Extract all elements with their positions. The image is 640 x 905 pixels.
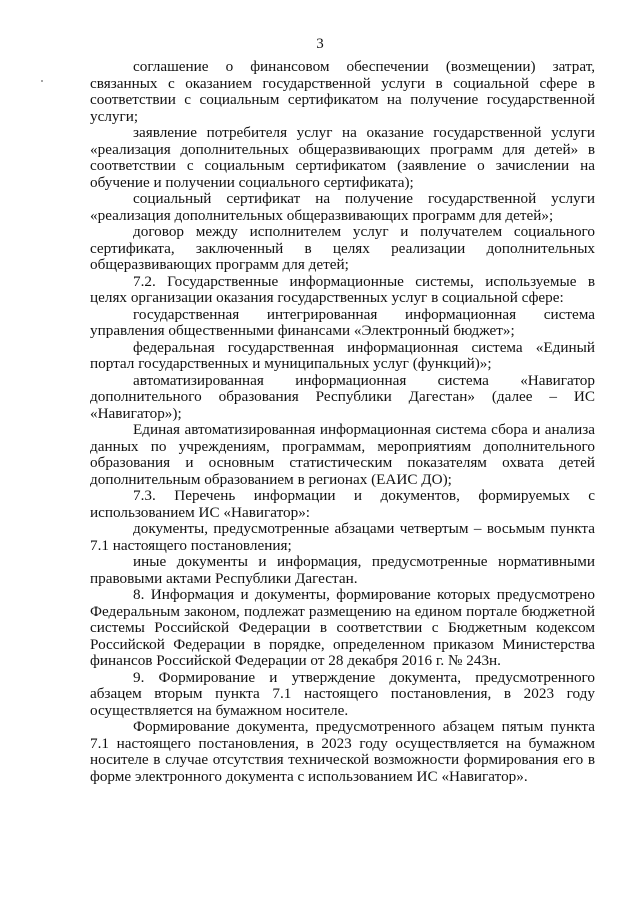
paragraph: автоматизированная информационная система «Навигатор дополнительного образования Республики Дагестан» (далее – ИС «Навигатор»);: [90, 371, 595, 422]
paragraph: документы, предусмотренные абзацами четвертым – восьмым пункта 7.1 настоящего постановления;: [90, 520, 595, 554]
document-body: [90, 59, 595, 785]
paragraph: государственная интегрированная информационная система управления общественными финансами «Электронный бюджет»;: [90, 305, 595, 339]
page-number: 3: [316, 36, 324, 52]
paragraph: социальный сертификат на получение государственной услуги «реализация дополнительных общеразвивающих программ для детей»;: [90, 190, 595, 224]
paragraph: 7.2. Государственные информационные системы, используемые в целях организации оказания государственных услуг в социальной сфере:: [90, 272, 595, 306]
paragraph: 8. Информация и документы, формирование которых предусмотрено Федеральным законом, подлежат размещению на едином портале бюджетной системы Российской Федерации в соответствии с Бюджетным кодексом Российской Федерации в порядке, определенном приказом Министерства финансов Российской Федерации от 28 декабря 2016 г. № 243н.: [90, 586, 595, 669]
paragraph: договор между исполнителем услуг и получателем социального сертификата, заключенный в целях реализации дополнительных общеразвивающих программ для детей;: [90, 223, 595, 273]
paragraph: Единая автоматизированная информационная система сбора и анализа данных по учреждениям, программам, мероприятиям дополнительного образования и основным статистическим показателям охвата детей дополнительным образованием в регионах (ЕАИС ДО);: [90, 421, 595, 488]
paragraph: 7.3. Перечень информации и документов, формируемых с использованием ИС «Навигатор»:: [90, 487, 595, 521]
paragraph: Формирование документа, предусмотренного абзацем пятым пункта 7.1 настоящего постановления, в 2023 году осуществляется на бумажном носителе в случае отсутствия технической возможности формирования его в форме электронного документа с использованием ИС «Навигатор».: [90, 718, 595, 785]
paragraph: заявление потребителя услуг на оказание государственной услуги «реализация дополнительных общеразвивающих программ для детей» в соответствии с социальным сертификатом (заявление о зачислении на обучение и получении социального сертификата);: [90, 124, 595, 191]
paragraph: иные документы и информация, предусмотренные нормативными правовыми актами Республики Дагестан.: [90, 553, 595, 587]
paragraph: соглашение о финансовом обеспечении (возмещении) затрат, связанных с оказанием государственной услуги в социальной сфере в соответствии с социальным сертификатом на получение государственной услуги;: [90, 58, 595, 125]
paragraph: 9. Формирование и утверждение документа, предусмотренного абзацем вторым пункта 7.1 настоящего постановления, в 2023 году осуществляется на бумажном носителе.: [90, 668, 595, 719]
scan-artifact-dot: [41, 80, 43, 82]
paragraph: федеральная государственная информационная система «Единый портал государственных и муниципальных услуг (функций)»;: [90, 338, 595, 372]
